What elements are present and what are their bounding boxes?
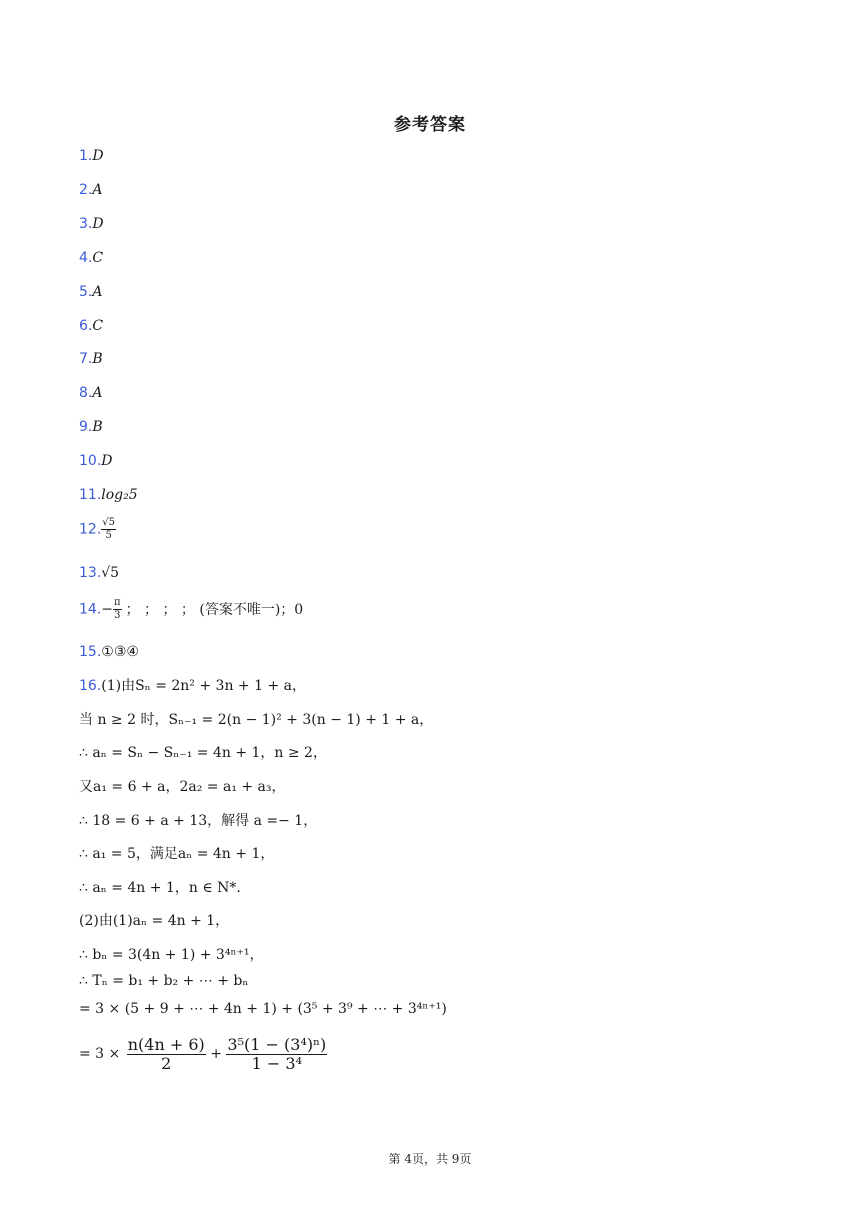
answer-value: A — [92, 284, 103, 300]
answer-value: √5 — [101, 565, 120, 581]
fraction-numerator: 3⁵(1 − (3⁴)ⁿ) — [227, 1034, 327, 1054]
answer-row-3 — [79, 214, 104, 234]
page-footer: 第 4页，共 9页 — [388, 1152, 472, 1166]
fraction-numerator: √5 — [102, 517, 115, 528]
answer-row-11 — [79, 485, 138, 505]
answer-row-12 — [79, 518, 116, 541]
answer-row-7 — [79, 349, 103, 369]
answer-row-14 — [79, 598, 303, 621]
answer-fraction — [101, 518, 116, 541]
answer-number: 15. — [79, 644, 102, 660]
q16-line-2 — [79, 710, 433, 730]
q16-line-1 — [79, 676, 306, 696]
q16-text: ∴ 18 = 6 + a + 13，解得 a =− 1， — [79, 813, 318, 829]
answer-value: C — [92, 250, 104, 266]
q16-text: ∴ bₙ = 3(4n + 1) + 3⁴ⁿ⁺¹， — [79, 947, 264, 963]
q16-text: ∴ aₙ = Sₙ − Sₙ₋₁ = 4n + 1，n ≥ 2， — [79, 745, 327, 761]
answer-row-5 — [79, 282, 102, 302]
answer-fraction — [113, 598, 122, 621]
answer-number: 7. — [79, 351, 93, 367]
formula-plus: + — [210, 1046, 222, 1062]
formula-fraction-2 — [226, 1034, 327, 1073]
answer-number: 1. — [79, 148, 93, 164]
answer-row-10 — [79, 451, 113, 471]
q16-line-4 — [79, 777, 286, 797]
answer-value: B — [92, 419, 103, 435]
answer-row-2 — [79, 180, 102, 200]
answer-row-4 — [79, 248, 103, 268]
q16-text: 当 n ≥ 2 时，Sₙ₋₁ = 2(n − 1)² + 3(n − 1) + 1 + a， — [79, 712, 434, 728]
fraction-denominator: 3 — [114, 610, 121, 621]
answer-number: 12. — [79, 521, 102, 538]
answer-number: 11. — [79, 487, 102, 503]
q16-text: (1)由Sₙ = 2n² + 3n + 1 + a， — [101, 678, 306, 694]
answer-row-8 — [79, 383, 102, 403]
q16-line-7 — [79, 878, 241, 898]
answer-number: 4. — [79, 250, 93, 266]
q16-line-6 — [79, 844, 274, 864]
answer-value: A — [92, 182, 103, 198]
q16-line-9 — [79, 945, 264, 965]
fraction-numerator: n(4n + 6) — [127, 1034, 205, 1054]
answer-value: ①③④ — [101, 644, 139, 660]
answer-number: 10. — [79, 453, 102, 469]
q16-text: ∴ aₙ = 4n + 1，n ∈ N*. — [79, 880, 241, 896]
answer-number: 6. — [79, 318, 93, 334]
q16-text: 又a₁ = 6 + a，2a₂ = a₁ + a₃， — [79, 779, 286, 795]
answer-row-13 — [79, 563, 119, 583]
answer-row-15 — [79, 642, 139, 662]
fraction-denominator: 2 — [161, 1053, 172, 1073]
answer-number: 2. — [79, 182, 93, 198]
q16-text: = 3 × (5 + 9 + ⋯ + 4n + 1) + (3⁵ + 3⁹ + ⋯ + 3⁴ⁿ⁺¹) — [79, 1001, 447, 1017]
answer-row-9 — [79, 417, 103, 437]
formula-fraction-1 — [127, 1034, 206, 1073]
answer-value: C — [92, 318, 104, 334]
answer-value: A — [92, 385, 103, 401]
answer-number: 9. — [79, 419, 93, 435]
fraction-denominator: 1 − 3⁴ — [251, 1053, 302, 1073]
fraction-denominator: 5 — [105, 530, 112, 541]
answer-prefix: − — [101, 601, 113, 618]
answer-row-6 — [79, 316, 103, 336]
fraction-numerator: π — [114, 597, 121, 608]
q16-text: ∴ a₁ = 5，满足aₙ = 4n + 1， — [79, 846, 275, 862]
q16-line-8 — [79, 911, 229, 931]
answer-value: B — [92, 351, 103, 367]
q16-line-5 — [79, 811, 317, 831]
q16-line-11 — [79, 999, 447, 1019]
q16-text: (2)由(1)aₙ = 4n + 1， — [79, 913, 230, 929]
answer-number: 14. — [79, 601, 102, 618]
q16-text: ∴ Tₙ = b₁ + b₂ + ⋯ + bₙ — [79, 973, 249, 989]
q16-final-formula — [79, 1032, 327, 1076]
q16-line-3 — [79, 743, 327, 763]
answer-number: 16. — [79, 678, 102, 694]
answer-value: D — [92, 216, 104, 232]
formula-prefix: = 3 × — [79, 1046, 121, 1062]
answer-value: D — [92, 148, 104, 164]
answer-number: 5. — [79, 284, 93, 300]
q16-line-10 — [79, 971, 248, 991]
answer-number: 3. — [79, 216, 93, 232]
answer-rest: ； ； ； ； (答案不唯一)；0 — [125, 601, 304, 618]
answer-row-1 — [79, 146, 104, 166]
page-title: 参考答案 — [394, 115, 466, 135]
answer-value: log₂5 — [101, 487, 138, 503]
answer-value: D — [101, 453, 113, 469]
answer-number: 8. — [79, 385, 93, 401]
answer-number: 13. — [79, 565, 102, 581]
